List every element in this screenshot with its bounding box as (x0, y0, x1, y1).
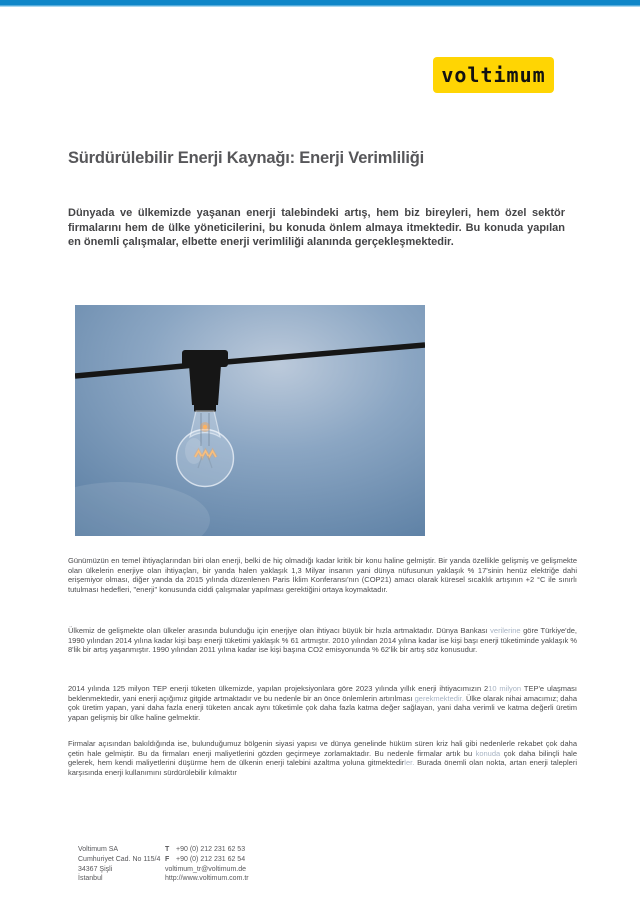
footer-phone-number: +90 (0) 212 231 62 53 (176, 846, 246, 853)
photo-filament-tip (203, 425, 207, 429)
paragraph-2-text-b: göre Türkiye'de, 1990 yılından 2014 yılına kadar kişi başı enerji tüketimi yaklaşık % 61 artmıştır. 2010 yılından 2014 yılına kadar ise kişi başı enerji tüketiminde yaklaşık % 8'lik bir artış yaşanmıştır. 1990 yılından 2011 yılına kadar ise kişi başına CO2 emisyonunda % 62'lik bir artış söz konusudur. (68, 626, 577, 655)
photo-socket (189, 365, 221, 405)
voltimum-logo (433, 57, 554, 93)
footer-address-line3: İstanbul (78, 875, 103, 883)
footer-phone-line (165, 845, 365, 855)
article-photo (75, 305, 425, 536)
paragraph-3-link-gerekmektedir[interactable]: gerekmektedir. (414, 693, 464, 703)
paragraph-3-text-b: TEP'e ulaşması beklenmektedir, yani enerji açığımız gitgide artmaktadır ve bu nedenle bir an önce önlemlerin artırılması (68, 684, 577, 703)
footer-fax-number: +90 (0) 212 231 62 54 (176, 855, 246, 863)
footer-company: Voltimum SA (78, 846, 119, 853)
footer-contact-block (165, 845, 365, 884)
paragraph-2-link-verilerine[interactable]: verilerine (490, 626, 521, 635)
footer-address-line2: 34367 Şişli (78, 865, 113, 873)
paragraph-4-text-a: Firmalar açısından bakıldığında ise, bulunduğumuz bölgenin siyasi yapısı ve dünya genelinde hüküm süren kriz hali gibi nedenlerle rekabet çok daha çetin hale gelmiştir. Bu da firmaları enerji maliyetlerini gözden geçirmeye zorlamaktadır. Bu nedenle firmalar artık bu (68, 739, 577, 758)
paragraph-4-text-c: Burada önemli olan nokta, artan enerji talepleri karşısında enerji kullanımını sürdürülebilir kılmaktır (68, 758, 577, 777)
voltimum-logo-text: voltimum (441, 63, 546, 87)
photo-bulb-glass (177, 430, 234, 487)
footer-website-line (165, 874, 365, 884)
body-paragraph-1: Günümüzün en temel ihtiyaçlarından biri olan enerji, belki de hiç olmadığı kadar kritik bir konu haline gelmiştir. Bir yanda özellikle gelişmiş ve gelişmekte olan ülkelerin enerjiye olan ihtiyaçları, bir yanda halen yaklaşık 1,3 Milyar insanın yani dünya nüfusunun yaklaşık % 17'sinin henüz elektriğe dahi erişemiyor olması, diğer yanda da 2015 yılında düzenlenen Paris İklim Konferansı'nın (COP21) amacı olarak küresel sıcaklık artışının +2 °C ile sınırlı tutulması hedefleri, "enerji" konusunda ciddi çalışmalar yapılması gerektiğini ortaya koymaktadır. (68, 556, 577, 594)
top-accent-bar (0, 0, 640, 7)
page-title: Sürdürülebilir Enerji Kaynağı: Enerji Verimliliği (68, 149, 425, 167)
footer-website-link[interactable]: http://www.voltimum.com.tr (165, 875, 249, 883)
photo-socket-clamp (182, 350, 228, 367)
body-paragraph-4 (68, 739, 577, 777)
paragraph-3-text-c: Ülke olarak nihai amacımız; daha çok üretim yapan, yani daha fazla enerji tüketen ancak aynı tüketimle çok daha fazla katma değer sağlayan, yani daha verimli ve katma değerli üretim yapan gelişmiş bir ülke haline gelmektir. (68, 693, 577, 722)
paragraph-2-text-a: Ülkemiz de gelişmekte olan ülkeler arasında bulunduğu için enerjiye olan ihtiyacı büyük bir hızla artmaktadır. Dünya Bankası (68, 626, 491, 635)
paragraph-4-text-b: çok daha bilinçli hale gelerek, hem kendi maliyetlerini düşürme hem de ülkenin enerji talebini azaltma yoluna gitmektedir (68, 748, 577, 768)
body-paragraph-3 (68, 684, 577, 722)
footer-phone-label: T (165, 846, 170, 853)
paragraph-4-link-konuda[interactable]: konuda (475, 748, 501, 758)
footer-email-line (165, 865, 365, 875)
lead-paragraph: Dünyada ve ülkemizde yaşanan enerji talebindeki artış, hem biz bireyleri, hem özel sektör firmalarını hem de ülke yöneticilerini, bu konuda önlem almaya itmektedir. Bu konuda yapılan en önemli çalışmalar, elbette enerji verimliliği alanında gerçekleşmektedir. (68, 207, 565, 249)
footer-fax-line (165, 855, 365, 865)
paragraph-3-link-milyon[interactable]: 10 milyon (488, 684, 522, 693)
footer-fax-label: F (165, 855, 170, 863)
paragraph-4-link-ler[interactable]: ler. (404, 758, 415, 768)
footer-address-line1: Cumhuriyet Cad. No 115/4 (78, 855, 161, 863)
body-paragraph-2 (68, 626, 577, 655)
footer-email-link[interactable]: voltimum_tr@voltimum.de (165, 865, 247, 873)
paragraph-3-text-a: 2014 yılında 125 milyon TEP enerji tüketen ülkemizde, yapılan projeksiyonlara göre 2023 yılında yıllık enerji ihtiyacımızın 2 (68, 684, 489, 693)
